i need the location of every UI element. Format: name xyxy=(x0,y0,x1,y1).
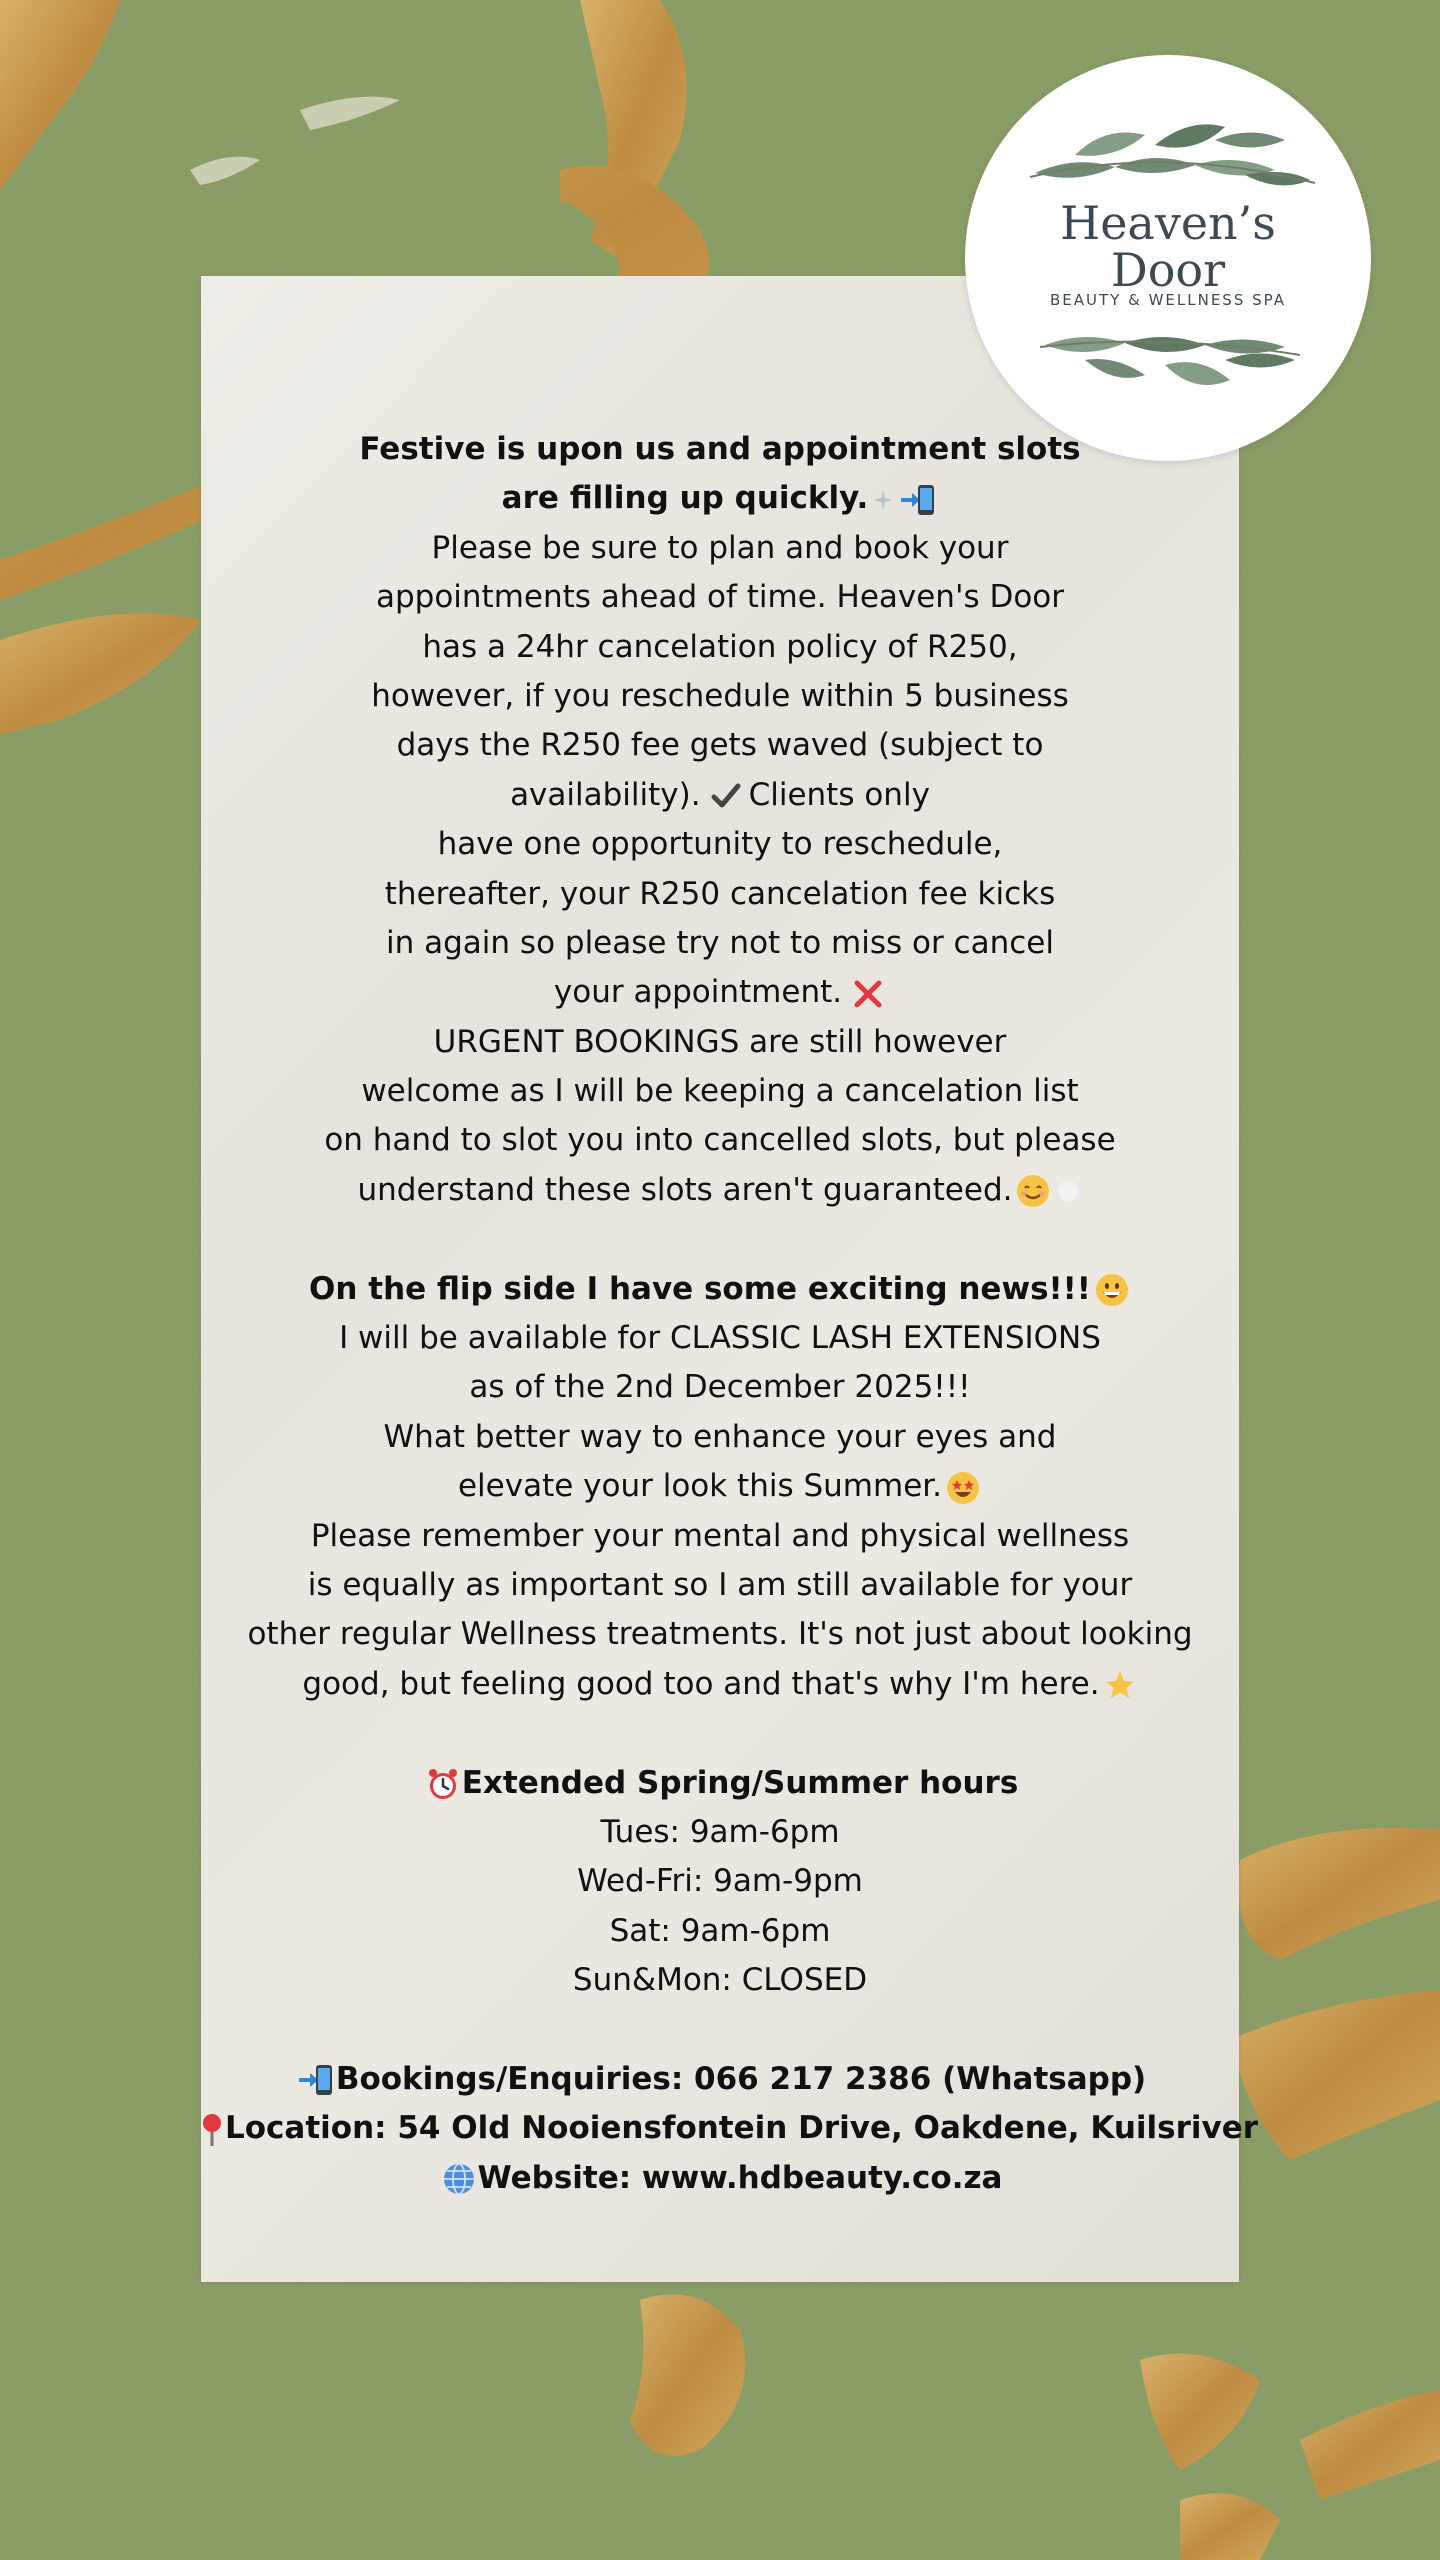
star-eyes-icon xyxy=(946,1471,980,1505)
guaranteed-line: understand these slots aren't guaranteed. xyxy=(201,1166,1239,1215)
logo-badge xyxy=(965,55,1371,461)
wellness-line: Please remember your mental and physical wellness xyxy=(310,1517,1130,1554)
logo-tagline: BEAUTY & WELLNESS SPA xyxy=(1050,291,1286,309)
policy-line: however, if you reschedule within 5 business xyxy=(371,677,1069,714)
festive-heading-line1: Festive is upon us and appointment slots xyxy=(359,431,1081,467)
sparkle-icon xyxy=(1056,1179,1080,1203)
wellness-line: is equally as important so I am still available for your xyxy=(307,1566,1133,1603)
lash-line: as of the 2nd December 2025!!! xyxy=(469,1369,971,1406)
sparkle-icon xyxy=(872,489,894,511)
hours-item: Tues: 9am-6pm xyxy=(600,1813,840,1850)
policy-line: appointments ahead of time. Heaven's Door xyxy=(375,579,1065,616)
hours-item: Sat: 9am-6pm xyxy=(609,1912,831,1949)
news-heading: On the flip side I have some exciting news!!! xyxy=(201,1265,1239,1314)
urgent-line: URGENT BOOKINGS are still however xyxy=(433,1023,1007,1060)
lash-line: I will be available for CLASSIC LASH EXTENSIONS xyxy=(339,1320,1101,1357)
grin-icon xyxy=(1095,1273,1129,1307)
website-line: Website: www.hdbeauty.co.za xyxy=(201,2154,1239,2203)
phone-arrow-icon xyxy=(298,2062,334,2098)
policy-line: days the R250 fee gets waved (subject to xyxy=(396,727,1044,764)
lash-line: What better way to enhance your eyes and xyxy=(383,1418,1057,1455)
phone-arrow-icon xyxy=(900,482,936,518)
smile-icon xyxy=(1016,1174,1050,1208)
feeling-line: good, but feeling good too and that's why I'm here. xyxy=(201,1660,1239,1709)
pin-icon xyxy=(201,2113,223,2147)
hours-heading: Extended Spring/Summer hours xyxy=(201,1759,1239,1808)
logo-name-line1: Heaven’s xyxy=(1060,196,1276,250)
reschedule-line: have one opportunity to reschedule, xyxy=(437,826,1003,863)
bookings-line: Bookings/Enquiries: 066 217 2386 (Whatsapp) xyxy=(201,2055,1239,2104)
logo-name-line2: Door xyxy=(1110,243,1226,297)
alarm-clock-icon xyxy=(426,1767,460,1801)
policy-line: has a 24hr cancelation policy of R250, xyxy=(422,628,1018,665)
reschedule-line: thereafter, your R250 cancelation fee kicks xyxy=(384,875,1056,912)
urgent-line: welcome as I will be keeping a cancelation list xyxy=(361,1073,1079,1110)
your-appointment-line: your appointment. xyxy=(201,968,1239,1017)
wellness-line: other regular Wellness treatments. It's not just about looking xyxy=(247,1616,1193,1653)
location-line: Location: 54 Old Nooiensfontein Drive, Oakdene, Kuilsriver xyxy=(201,2104,1239,2153)
urgent-line: on hand to slot you into cancelled slots, but please xyxy=(324,1122,1116,1159)
summer-line: elevate your look this Summer. xyxy=(201,1462,1239,1511)
hours-item: Sun&Mon: CLOSED xyxy=(572,1962,868,1999)
reschedule-line: in again so please try not to miss or cancel xyxy=(386,924,1054,961)
notice-content xyxy=(201,425,1259,2203)
hours-item: Wed-Fri: 9am-9pm xyxy=(577,1863,863,1900)
festive-heading-line2: are filling up quickly. xyxy=(201,474,1239,523)
check-icon xyxy=(711,781,741,811)
globe-icon xyxy=(442,2162,476,2196)
cross-mark-icon xyxy=(852,978,884,1010)
policy-line: Please be sure to plan and book your xyxy=(431,529,1009,566)
availability-line: availability). Clients only xyxy=(510,776,930,813)
star-icon xyxy=(1104,1669,1136,1701)
